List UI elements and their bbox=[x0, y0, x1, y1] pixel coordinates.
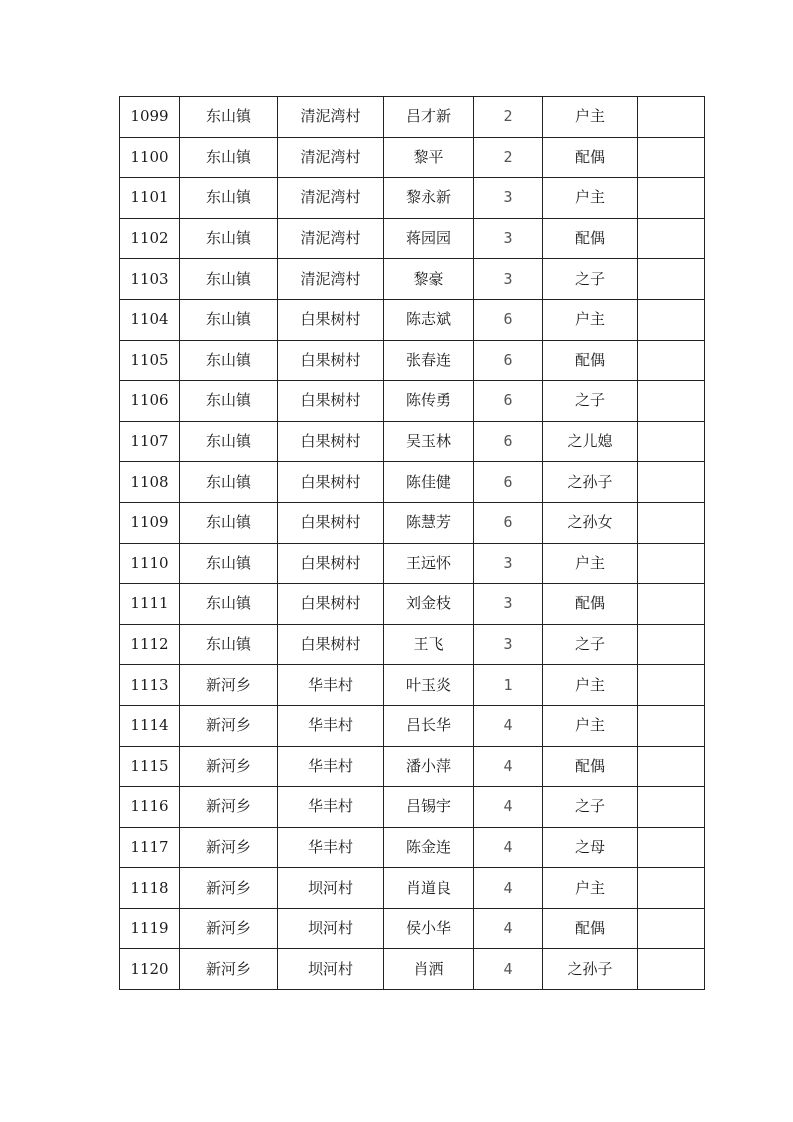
cell-household-size: 4 bbox=[474, 949, 543, 990]
cell-relationship: 户主 bbox=[543, 97, 638, 138]
table-row bbox=[120, 421, 705, 462]
cell-person-name: 蒋园园 bbox=[384, 218, 474, 259]
cell-serial-number: 1099 bbox=[120, 97, 180, 138]
cell-village: 清泥湾村 bbox=[278, 218, 384, 259]
table-row bbox=[120, 705, 705, 746]
cell-relationship: 之子 bbox=[543, 381, 638, 422]
cell-township: 东山镇 bbox=[180, 502, 278, 543]
cell-empty bbox=[638, 868, 705, 909]
cell-empty bbox=[638, 665, 705, 706]
cell-empty bbox=[638, 97, 705, 138]
cell-household-size: 3 bbox=[474, 543, 543, 584]
cell-person-name: 陈志斌 bbox=[384, 299, 474, 340]
cell-person-name: 王飞 bbox=[384, 624, 474, 665]
cell-household-size: 4 bbox=[474, 787, 543, 828]
cell-person-name: 吴玉林 bbox=[384, 421, 474, 462]
cell-household-size: 4 bbox=[474, 746, 543, 787]
cell-township: 东山镇 bbox=[180, 543, 278, 584]
cell-township: 新河乡 bbox=[180, 908, 278, 949]
cell-serial-number: 1115 bbox=[120, 746, 180, 787]
cell-relationship: 户主 bbox=[543, 178, 638, 219]
cell-township: 东山镇 bbox=[180, 97, 278, 138]
cell-village: 清泥湾村 bbox=[278, 259, 384, 300]
cell-village: 清泥湾村 bbox=[278, 137, 384, 178]
cell-village: 白果树村 bbox=[278, 421, 384, 462]
cell-empty bbox=[638, 137, 705, 178]
cell-empty bbox=[638, 584, 705, 625]
cell-serial-number: 1107 bbox=[120, 421, 180, 462]
cell-empty bbox=[638, 827, 705, 868]
table-row bbox=[120, 340, 705, 381]
cell-empty bbox=[638, 908, 705, 949]
cell-serial-number: 1109 bbox=[120, 502, 180, 543]
cell-person-name: 潘小萍 bbox=[384, 746, 474, 787]
cell-serial-number: 1102 bbox=[120, 218, 180, 259]
cell-township: 新河乡 bbox=[180, 665, 278, 706]
cell-household-size: 3 bbox=[474, 624, 543, 665]
cell-township: 新河乡 bbox=[180, 746, 278, 787]
cell-township: 东山镇 bbox=[180, 299, 278, 340]
cell-village: 白果树村 bbox=[278, 340, 384, 381]
cell-village: 坝河村 bbox=[278, 908, 384, 949]
table-row bbox=[120, 178, 705, 219]
cell-empty bbox=[638, 543, 705, 584]
cell-township: 新河乡 bbox=[180, 868, 278, 909]
cell-township: 东山镇 bbox=[180, 178, 278, 219]
cell-township: 新河乡 bbox=[180, 787, 278, 828]
cell-empty bbox=[638, 299, 705, 340]
cell-village: 坝河村 bbox=[278, 949, 384, 990]
cell-township: 东山镇 bbox=[180, 462, 278, 503]
cell-relationship: 配偶 bbox=[543, 908, 638, 949]
roster-table-body bbox=[120, 97, 705, 990]
table-row bbox=[120, 97, 705, 138]
cell-relationship: 户主 bbox=[543, 665, 638, 706]
cell-person-name: 吕才新 bbox=[384, 97, 474, 138]
cell-person-name: 吕锡宇 bbox=[384, 787, 474, 828]
cell-relationship: 之儿媳 bbox=[543, 421, 638, 462]
cell-relationship: 之孙女 bbox=[543, 502, 638, 543]
cell-village: 华丰村 bbox=[278, 665, 384, 706]
cell-household-size: 4 bbox=[474, 908, 543, 949]
cell-serial-number: 1117 bbox=[120, 827, 180, 868]
cell-empty bbox=[638, 259, 705, 300]
cell-relationship: 配偶 bbox=[543, 584, 638, 625]
cell-village: 白果树村 bbox=[278, 584, 384, 625]
table-row bbox=[120, 624, 705, 665]
cell-village: 白果树村 bbox=[278, 381, 384, 422]
cell-serial-number: 1100 bbox=[120, 137, 180, 178]
household-roster-table bbox=[119, 96, 705, 990]
cell-serial-number: 1112 bbox=[120, 624, 180, 665]
cell-serial-number: 1106 bbox=[120, 381, 180, 422]
table-row bbox=[120, 543, 705, 584]
cell-household-size: 4 bbox=[474, 827, 543, 868]
cell-relationship: 户主 bbox=[543, 705, 638, 746]
cell-household-size: 3 bbox=[474, 178, 543, 219]
table-row bbox=[120, 868, 705, 909]
table-row bbox=[120, 502, 705, 543]
cell-village: 华丰村 bbox=[278, 827, 384, 868]
table-row bbox=[120, 908, 705, 949]
cell-person-name: 刘金枝 bbox=[384, 584, 474, 625]
cell-township: 东山镇 bbox=[180, 218, 278, 259]
cell-township: 新河乡 bbox=[180, 827, 278, 868]
cell-township: 东山镇 bbox=[180, 340, 278, 381]
cell-household-size: 6 bbox=[474, 502, 543, 543]
cell-serial-number: 1113 bbox=[120, 665, 180, 706]
cell-township: 东山镇 bbox=[180, 381, 278, 422]
cell-township: 东山镇 bbox=[180, 421, 278, 462]
cell-person-name: 王远怀 bbox=[384, 543, 474, 584]
cell-village: 华丰村 bbox=[278, 787, 384, 828]
cell-village: 白果树村 bbox=[278, 462, 384, 503]
cell-empty bbox=[638, 178, 705, 219]
table-row bbox=[120, 299, 705, 340]
cell-serial-number: 1103 bbox=[120, 259, 180, 300]
table-row bbox=[120, 381, 705, 422]
cell-serial-number: 1101 bbox=[120, 178, 180, 219]
cell-serial-number: 1120 bbox=[120, 949, 180, 990]
cell-relationship: 户主 bbox=[543, 543, 638, 584]
table-row bbox=[120, 584, 705, 625]
cell-serial-number: 1119 bbox=[120, 908, 180, 949]
cell-person-name: 黎豪 bbox=[384, 259, 474, 300]
cell-empty bbox=[638, 949, 705, 990]
cell-empty bbox=[638, 705, 705, 746]
cell-household-size: 3 bbox=[474, 259, 543, 300]
cell-serial-number: 1116 bbox=[120, 787, 180, 828]
cell-person-name: 陈金连 bbox=[384, 827, 474, 868]
cell-person-name: 黎永新 bbox=[384, 178, 474, 219]
cell-relationship: 配偶 bbox=[543, 137, 638, 178]
cell-person-name: 吕长华 bbox=[384, 705, 474, 746]
cell-relationship: 之子 bbox=[543, 787, 638, 828]
cell-village: 清泥湾村 bbox=[278, 97, 384, 138]
cell-village: 华丰村 bbox=[278, 705, 384, 746]
cell-serial-number: 1118 bbox=[120, 868, 180, 909]
table-row bbox=[120, 949, 705, 990]
cell-relationship: 之孙子 bbox=[543, 949, 638, 990]
cell-empty bbox=[638, 421, 705, 462]
cell-serial-number: 1110 bbox=[120, 543, 180, 584]
cell-household-size: 6 bbox=[474, 462, 543, 503]
cell-empty bbox=[638, 218, 705, 259]
cell-relationship: 之孙子 bbox=[543, 462, 638, 503]
cell-relationship: 配偶 bbox=[543, 218, 638, 259]
cell-village: 华丰村 bbox=[278, 746, 384, 787]
cell-person-name: 张春连 bbox=[384, 340, 474, 381]
cell-relationship: 户主 bbox=[543, 299, 638, 340]
cell-village: 清泥湾村 bbox=[278, 178, 384, 219]
cell-empty bbox=[638, 787, 705, 828]
table-row bbox=[120, 827, 705, 868]
cell-village: 白果树村 bbox=[278, 624, 384, 665]
cell-village: 白果树村 bbox=[278, 543, 384, 584]
cell-household-size: 6 bbox=[474, 421, 543, 462]
table-row bbox=[120, 665, 705, 706]
cell-village: 白果树村 bbox=[278, 299, 384, 340]
cell-township: 东山镇 bbox=[180, 259, 278, 300]
cell-township: 东山镇 bbox=[180, 624, 278, 665]
cell-person-name: 陈慧芳 bbox=[384, 502, 474, 543]
cell-serial-number: 1114 bbox=[120, 705, 180, 746]
cell-person-name: 侯小华 bbox=[384, 908, 474, 949]
cell-empty bbox=[638, 462, 705, 503]
cell-person-name: 叶玉炎 bbox=[384, 665, 474, 706]
cell-household-size: 3 bbox=[474, 584, 543, 625]
cell-serial-number: 1111 bbox=[120, 584, 180, 625]
cell-relationship: 之母 bbox=[543, 827, 638, 868]
cell-person-name: 肖道良 bbox=[384, 868, 474, 909]
table-row bbox=[120, 218, 705, 259]
table-row bbox=[120, 259, 705, 300]
cell-township: 东山镇 bbox=[180, 584, 278, 625]
table-row bbox=[120, 746, 705, 787]
cell-household-size: 6 bbox=[474, 381, 543, 422]
cell-relationship: 之子 bbox=[543, 259, 638, 300]
cell-empty bbox=[638, 624, 705, 665]
cell-household-size: 1 bbox=[474, 665, 543, 706]
cell-township: 新河乡 bbox=[180, 705, 278, 746]
cell-household-size: 4 bbox=[474, 705, 543, 746]
cell-township: 东山镇 bbox=[180, 137, 278, 178]
table-row bbox=[120, 787, 705, 828]
cell-household-size: 6 bbox=[474, 340, 543, 381]
cell-township: 新河乡 bbox=[180, 949, 278, 990]
cell-serial-number: 1108 bbox=[120, 462, 180, 503]
cell-household-size: 6 bbox=[474, 299, 543, 340]
cell-empty bbox=[638, 381, 705, 422]
cell-household-size: 2 bbox=[474, 97, 543, 138]
cell-person-name: 肖洒 bbox=[384, 949, 474, 990]
cell-relationship: 之子 bbox=[543, 624, 638, 665]
cell-relationship: 配偶 bbox=[543, 746, 638, 787]
cell-village: 白果树村 bbox=[278, 502, 384, 543]
cell-empty bbox=[638, 746, 705, 787]
cell-person-name: 黎平 bbox=[384, 137, 474, 178]
cell-household-size: 2 bbox=[474, 137, 543, 178]
cell-person-name: 陈佳健 bbox=[384, 462, 474, 503]
cell-village: 坝河村 bbox=[278, 868, 384, 909]
table-row bbox=[120, 462, 705, 503]
cell-household-size: 3 bbox=[474, 218, 543, 259]
cell-empty bbox=[638, 340, 705, 381]
cell-household-size: 4 bbox=[474, 868, 543, 909]
cell-serial-number: 1105 bbox=[120, 340, 180, 381]
cell-relationship: 户主 bbox=[543, 868, 638, 909]
cell-relationship: 配偶 bbox=[543, 340, 638, 381]
cell-person-name: 陈传勇 bbox=[384, 381, 474, 422]
table-row bbox=[120, 137, 705, 178]
cell-empty bbox=[638, 502, 705, 543]
cell-serial-number: 1104 bbox=[120, 299, 180, 340]
